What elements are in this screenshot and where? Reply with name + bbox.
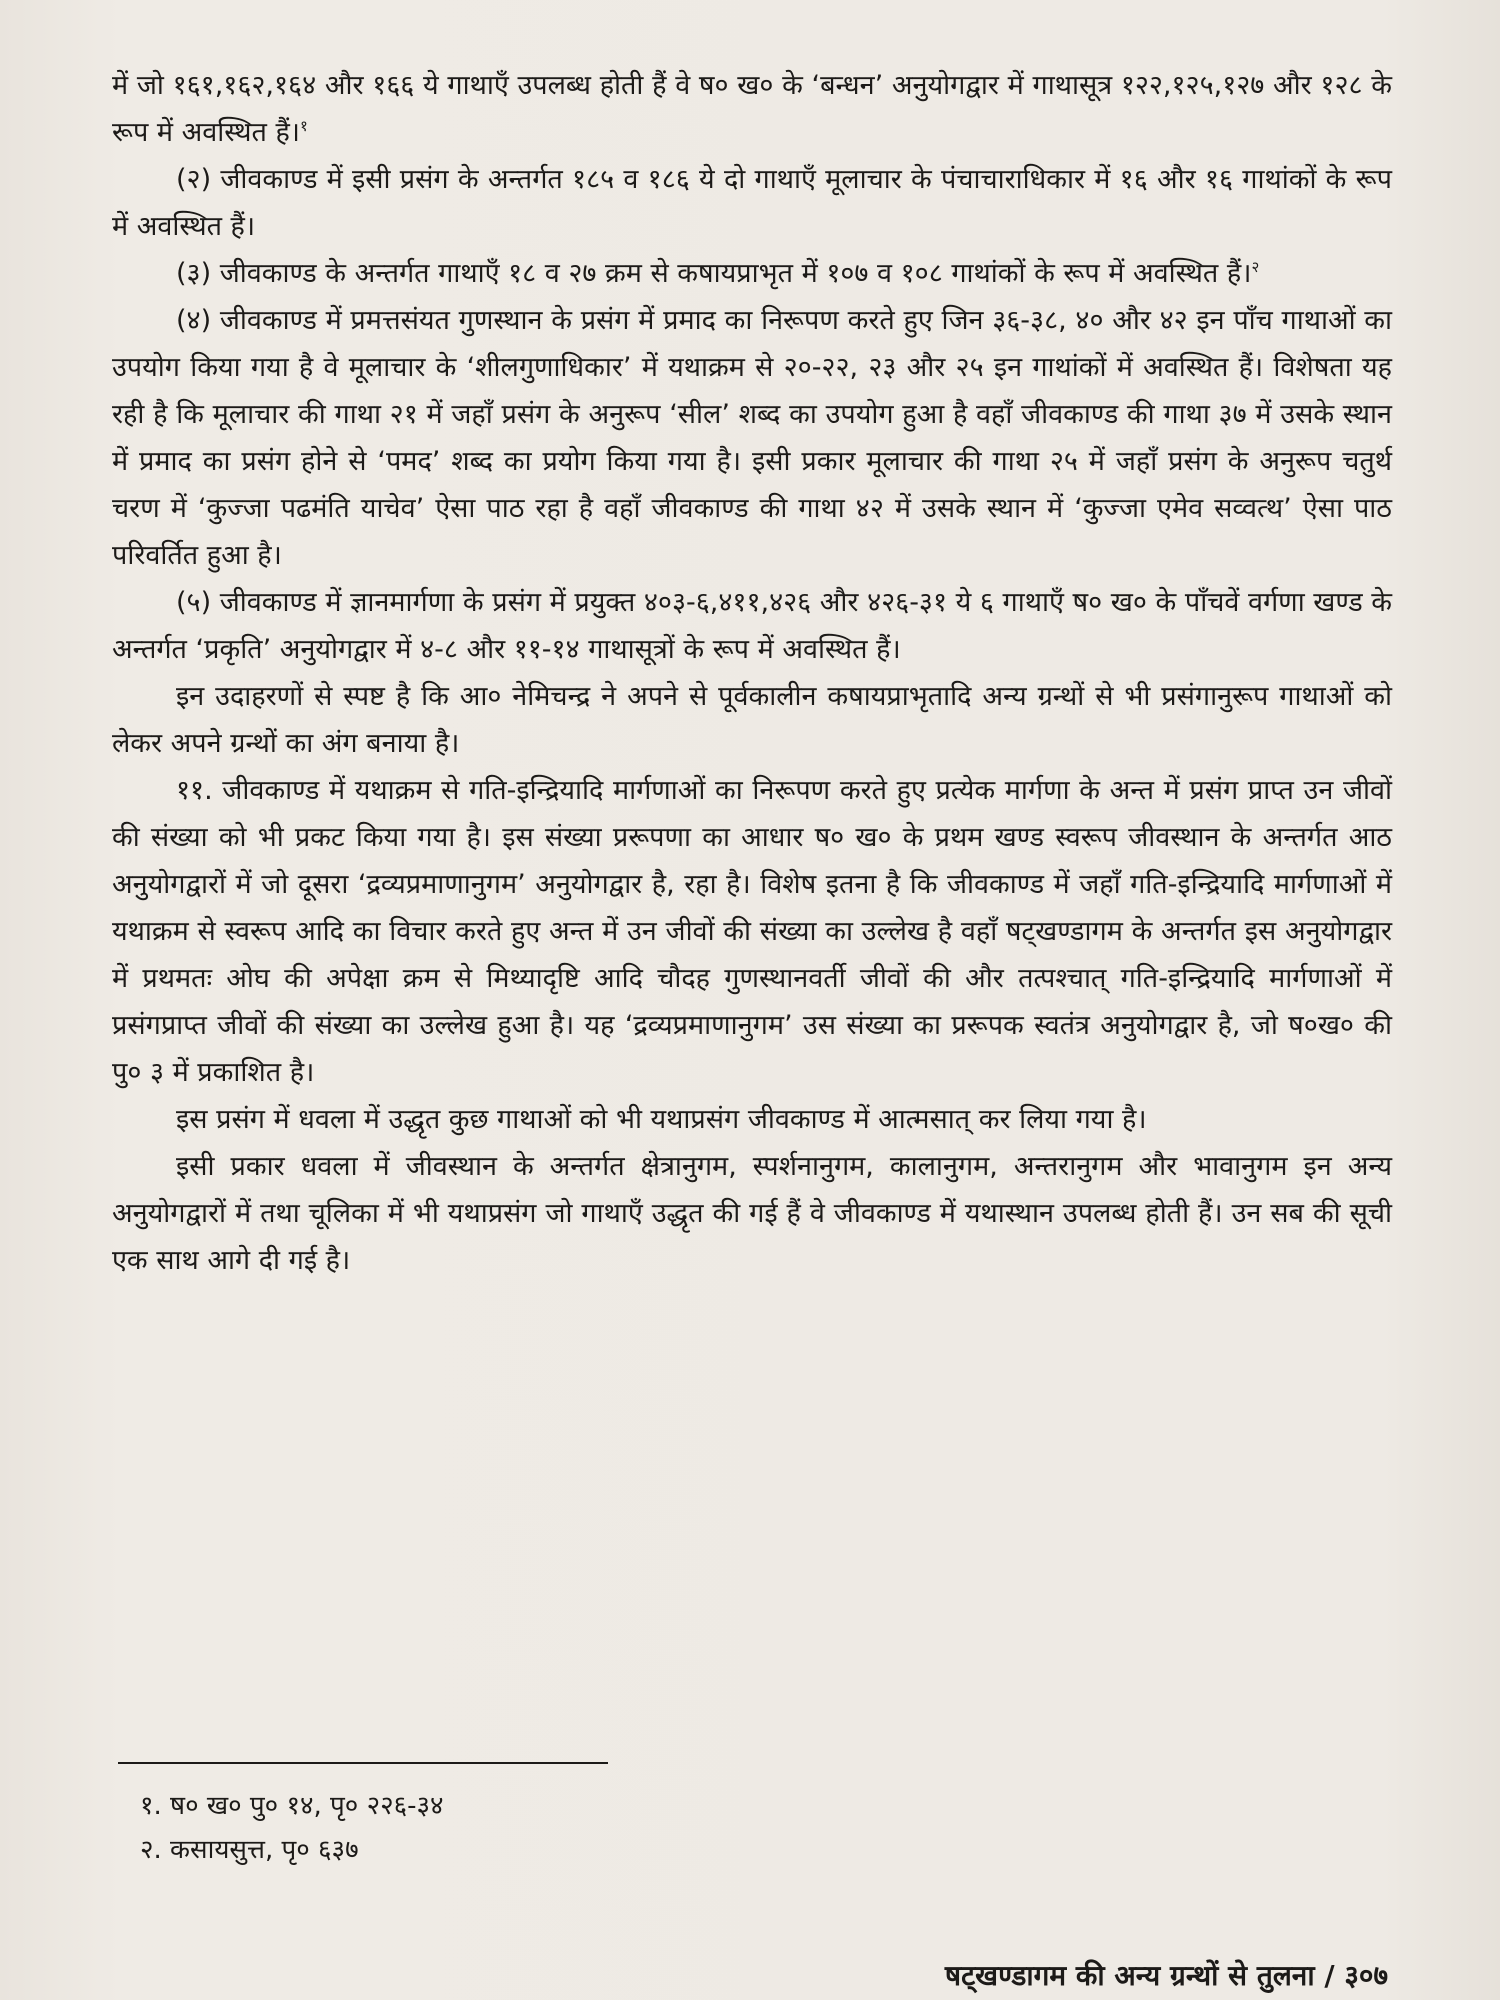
footnote-marker-2: २: [1251, 258, 1260, 276]
footnote-2: २. कसायसुत्त, पृ० ६३७: [140, 1835, 359, 1865]
paragraph-point-3: (३) जीवकाण्ड के अन्तर्गत गाथाएँ १८ व २७ क्रम से कषायप्राभृत में १०७ व १०८ गाथांकों के रूप में अवस्थित हैं।$^२$: [176, 258, 1260, 289]
running-footer: षट्खण्डागम की अन्य ग्रन्थों से तुलना / ३०७: [944, 1959, 1388, 1992]
footnote-divider: [118, 1762, 608, 1764]
paragraph-other-anuyogadvaras: इसी प्रकार धवला में जीवस्थान के अन्तर्गत क्षेत्रानुगम, स्पर्शनानुगम, कालानुगम, अन्तरानुगम और भावानुगम इन अन्य अनुयोगद्वारों में तथा चूलिका में भी यथाप्रसंग जो गाथाएँ उद्धृत की गई हैं वे जीवकाण्ड में यथास्थान उपलब्ध होती हैं। उन सब की सूची एक साथ आगे दी गई है।: [112, 1151, 1392, 1276]
footnote-marker-1: १: [300, 117, 308, 135]
paragraph-section-11: ११. जीवकाण्ड में यथाक्रम से गति-इन्द्रियादि मार्गणाओं का निरूपण करते हुए प्रत्येक मार्गणा के अन्त में प्रसंग प्राप्त उन जीवों की संख्या को भी प्रकट किया गया है। इस संख्या प्ररूपणा का आधार ष० ख० के प्रथम खण्ड स्वरूप जीवस्थान के अन्तर्गत आठ अनुयोगद्वारों में जो दूसरा ‘द्रव्यप्रमाणानुगम’ अनुयोगद्वार है, रहा है। विशेष इतना है कि जीवकाण्ड में जहाँ गति-इन्द्रियादि मार्गणाओं में यथाक्रम से स्वरूप आदि का विचार करते हुए अन्त में उन जीवों की संख्या का उल्लेख है वहाँ षट्खण्डागम के अन्तर्गत इस अनुयोगद्वार में प्रथमतः ओघ की अपेक्षा क्रम से मिथ्यादृष्टि आदि चौदह गुणस्थानवर्ती जीवों की और तत्पश्चात् गति-इन्द्रियादि मार्गणाओं में प्रसंगप्राप्त जीवों की संख्या का उल्लेख हुआ है। यह ‘द्रव्यप्रमाणानुगम’ उस संख्या का प्ररूपक स्वतंत्र अनुयोगद्वार है, जो ष०ख० की पु० ३ में प्रकाशित है।: [112, 775, 1392, 1088]
main-text: [112, 62, 1392, 1284]
paragraph-point-2: (२) जीवकाण्ड में इसी प्रसंग के अन्तर्गत १८५ व १८६ ये दो गाथाएँ मूलाचार के पंचाचाराधिकार में १६ और १६ गाथांकों के रूप में अवस्थित हैं।: [112, 164, 1392, 242]
paragraph-continued: में जो १६१,१६२,१६४ और १६६ ये गाथाएँ उपलब्ध होती हैं वे ष० ख० के ‘बन्धन’ अनुयोगद्वार में गाथासूत्र १२२,१२५,१२७ और १२८ के रूप में अवस्थित हैं।$^१$: [112, 70, 1392, 148]
paragraph-dhavala-gathas: इस प्रसंग में धवला में उद्धृत कुछ गाथाओं को भी यथाप्रसंग जीवकाण्ड में आत्मसात् कर लिया गया है।: [176, 1104, 1147, 1135]
paragraph-conclusion: इन उदाहरणों से स्पष्ट है कि आ० नेमिचन्द्र ने अपने से पूर्वकालीन कषायप्राभृतादि अन्य ग्रन्थों से भी प्रसंगानुरूप गाथाओं को लेकर अपने ग्रन्थों का अंग बनाया है।: [112, 681, 1392, 759]
paragraph-point-4: (४) जीवकाण्ड में प्रमत्तसंयत गुणस्थान के प्रसंग में प्रमाद का निरूपण करते हुए जिन ३६-३८, ४० और ४२ इन पाँच गाथाओं का उपयोग किया गया है वे मूलाचार के ‘शीलगुणाधिकार’ में यथाक्रम से २०-२२, २३ और २५ इन गाथांकों में अवस्थित हैं। विशेषता यह रही है कि मूलाचार की गाथा २१ में जहाँ प्रसंग के अनुरूप ‘सील’ शब्द का उपयोग हुआ है वहाँ जीवकाण्ड की गाथा ३७ में उसके स्थान में प्रमाद का प्रसंग होने से ‘पमद’ शब्द का प्रयोग किया गया है। इसी प्रकार मूलाचार की गाथा २५ में जहाँ प्रसंग के अनुरूप चतुर्थ चरण में ‘कुज्जा पढमंति याचेव’ ऐसा पाठ रहा है वहाँ जीवकाण्ड की गाथा ४२ में उसके स्थान में ‘कुज्जा एमेव सव्वत्थ’ ऐसा पाठ परिवर्तित हुआ है।: [112, 305, 1392, 571]
footnotes: [140, 1784, 940, 1872]
paragraph-point-5: (५) जीवकाण्ड में ज्ञानमार्गणा के प्रसंग में प्रयुक्त ४०३-६,४११,४२६ और ४२६-३१ ये ६ गाथाएँ ष० ख० के पाँचवें वर्गणा खण्ड के अन्तर्गत ‘प्रकृति’ अनुयोगद्वार में ४-८ और ११-१४ गाथासूत्रों के रूप में अवस्थित हैं।: [112, 587, 1392, 665]
footnote-1: १. ष० ख० पु० १४, पृ० २२६-३४: [140, 1791, 444, 1821]
